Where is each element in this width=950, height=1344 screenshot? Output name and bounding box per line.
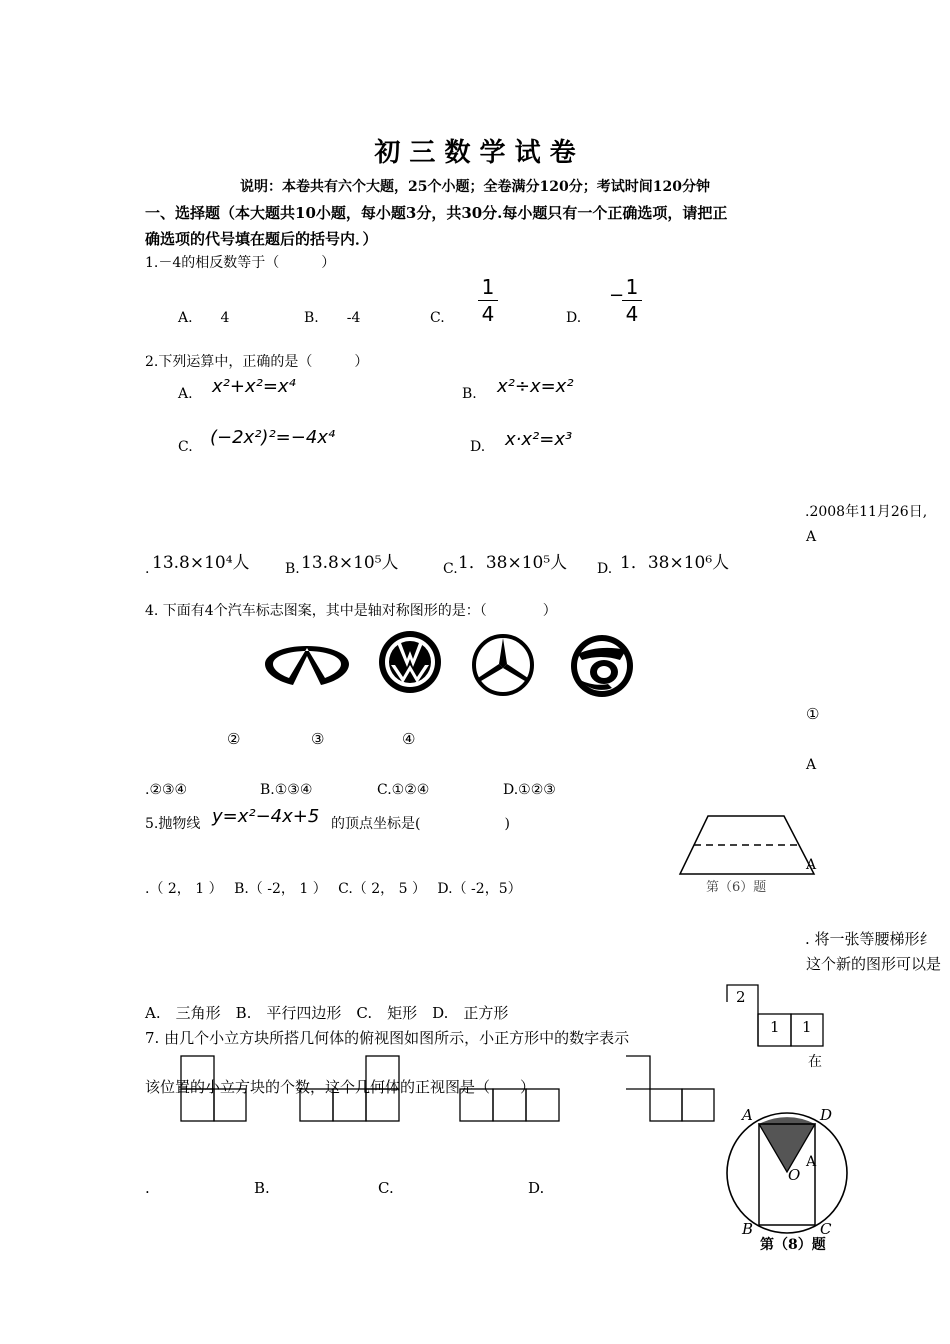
q4-label-3: ③: [311, 730, 325, 748]
q2-option-d-label: D.: [470, 439, 486, 455]
figure-8-side-a: A: [806, 1154, 817, 1170]
section-heading-line2: 确选项的代号填在题后的括号内．）: [145, 230, 378, 248]
q1-d-numerator: 1: [625, 275, 639, 299]
q1-option-d: D.: [566, 310, 582, 326]
q6-side-line2: 这个新的图形可以是: [806, 955, 942, 973]
q3-option-d-expr: 1．38×10⁶人: [620, 553, 730, 573]
q7-option-a: .: [145, 1179, 150, 1197]
q4-label-2: ②: [227, 730, 241, 748]
q3-option-a-expr: 13.8×10⁴人: [152, 553, 250, 573]
q4-option-a: .②③④: [145, 782, 188, 798]
q7-grid-value-2: 1: [770, 1018, 780, 1036]
dongfeng-logo-icon: [568, 634, 636, 698]
q4-stem: 4. 下面有4个汽车标志图案，其中是轴对称图形的是：（ ）: [145, 603, 557, 619]
q2-option-a-expr: x²+x²=x⁴: [212, 376, 296, 397]
fraction-bar: [622, 300, 642, 301]
q6-options: A. 三角形 B. 平行四边形 C. 矩形 D. 正方形: [145, 1004, 509, 1022]
fraction-bar: [478, 300, 498, 301]
q1-d-fraction: [622, 277, 642, 324]
q3-option-b-expr: 13.8×10⁵人: [301, 553, 399, 573]
q7-grid-value-3: 1: [802, 1018, 812, 1036]
q3-side-a: A: [806, 529, 817, 545]
q2-option-a-label: A.: [178, 386, 193, 402]
q6-side-line1: . 将一张等腰梯形纟: [805, 930, 935, 948]
figure-6-side-a: A: [806, 857, 817, 873]
q2-option-c-expr: (−2x²)²=−4x⁴: [210, 427, 336, 448]
figure-8-label-d: D: [820, 1106, 833, 1124]
figure-8-caption: 第（8）题: [760, 1237, 826, 1253]
q2-option-b-label: B.: [462, 386, 477, 402]
q1-c-denominator: 4: [481, 302, 495, 326]
q4-option-b: B.①③④: [260, 782, 313, 798]
q3-option-b-label: B.: [285, 561, 300, 577]
q2-stem: 2.下列运算中，正确的是（ ）: [145, 354, 369, 370]
q1-option-b: B. -4: [304, 310, 361, 326]
q3-option-c-expr: 1．38×10⁵人: [458, 553, 568, 573]
q5-options: .（ 2， 1 ） B.（ -2， 1 ） C.（ 2， 5 ） D.（ -2，5）: [145, 881, 522, 897]
q2-option-c-label: C.: [178, 439, 193, 455]
q1-option-c: C.: [430, 310, 445, 326]
q4-side-a: A: [806, 757, 817, 773]
q7-stem-line2: 该位置的小立方块的个数，这个几何体的正视图是（ ）: [145, 1078, 536, 1096]
q3-side-text: .2008年11月26日,: [805, 504, 928, 520]
q5-expr: y=x²−4x+5: [212, 806, 320, 827]
infiniti-logo-icon: [263, 642, 351, 688]
q4-label-4: ④: [402, 730, 416, 748]
q7-option-d: D.: [528, 1179, 545, 1197]
figure-8-label-b: B: [742, 1220, 754, 1238]
q2-option-b-expr: x²÷x=x²: [497, 376, 574, 397]
q7-option-d-figure: [626, 1055, 716, 1123]
q3-option-a-dot: .: [145, 561, 150, 577]
q3-option-c-label: C.: [443, 561, 458, 577]
q1-d-sign: −: [609, 285, 625, 306]
q3-option-d-label: D.: [597, 561, 613, 577]
q2-option-d-expr: x·x²=x³: [505, 429, 573, 450]
exam-note: 说明：本卷共有六个大题，25个小题；全卷满分120分；考试时间120分钟: [240, 179, 710, 195]
q7-grid-value-1: 2: [736, 988, 746, 1006]
q1-option-a: A. 4: [178, 310, 230, 326]
figure-8-label-o: O: [788, 1166, 801, 1184]
figure-8-label-c: C: [820, 1220, 832, 1238]
q4-option-c: C.①②④: [377, 782, 430, 798]
q7-option-c: C.: [378, 1179, 394, 1197]
figure-6-trapezoid: [676, 812, 820, 878]
q1-d-denominator: 4: [625, 302, 639, 326]
q1-stem: 1.－4的相反数等于（ ）: [145, 255, 336, 271]
q5-stem-pre: 5.抛物线: [145, 816, 201, 832]
figure-8-label-a: A: [742, 1106, 753, 1124]
page-title: 初 三 数 学 试 卷: [374, 138, 576, 168]
section-heading-line1: 一、选择题（本大题共10小题，每小题3分，共30分.每小题只有一个正确选项，请把正: [145, 204, 728, 222]
volkswagen-logo-icon: [377, 629, 443, 695]
q1-c-numerator: 1: [481, 275, 495, 299]
q7-option-b: B.: [254, 1179, 270, 1197]
q4-option-d: D.①②③: [503, 782, 556, 798]
q4-label-1: ①: [806, 705, 820, 723]
q7-side-zai: 在: [808, 1054, 822, 1070]
mercedes-logo-icon: [470, 634, 536, 696]
q7-stem-line1: 7. 由几个小立方块所搭几何体的俯视图如图所示，小正方形中的数字表示: [145, 1029, 630, 1047]
q5-stem-post: 的顶点坐标是( ): [331, 816, 510, 832]
figure-6-caption: 第（6）题: [706, 880, 767, 895]
q1-c-fraction: [478, 277, 498, 324]
